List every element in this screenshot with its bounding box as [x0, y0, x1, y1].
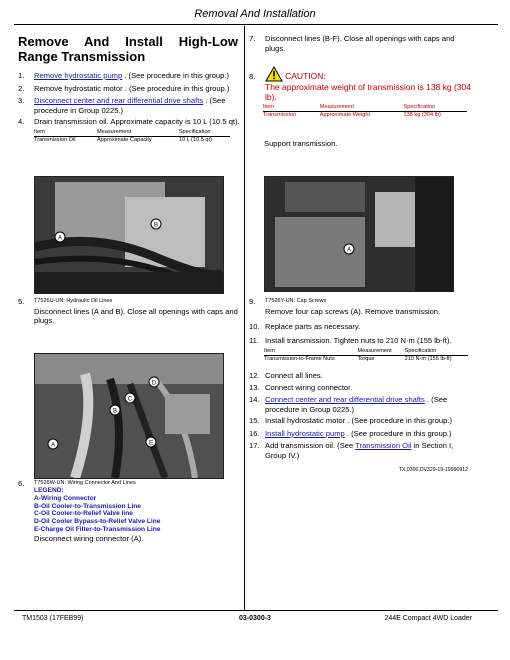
step-5: [18, 297, 240, 326]
table-cell: 10 L (10.5 qt): [178, 137, 212, 143]
footer-right: 244E Compact 4WD Loader: [384, 615, 472, 622]
label-a: A: [57, 235, 63, 242]
table-cell: 138 kg (304 lb): [403, 112, 441, 118]
reference-code: TX,0300,DV329-19-19990912: [398, 467, 468, 473]
table-header: Specification: [179, 129, 230, 137]
step-number: 16.: [249, 429, 260, 438]
footer-page-number: 03-0300-3: [239, 615, 271, 622]
step-text: . (See procedure in this group.): [344, 429, 452, 438]
spec-table-oil: [34, 129, 230, 144]
step-number: 17.: [249, 441, 260, 450]
table-cell: Transmission: [263, 112, 297, 118]
cap-screws-photo: [264, 176, 454, 292]
step-8: [249, 66, 471, 102]
step-text: Install hydrostatic motor . (See procedure in this group.): [265, 416, 452, 425]
label-a: A: [50, 442, 56, 449]
header-rule: [14, 24, 498, 25]
table-header: Measurement: [320, 104, 404, 112]
label-d: D: [151, 380, 157, 387]
step-text: Replace parts as necessary.: [265, 322, 361, 331]
install-hydrostatic-pump-link[interactable]: Install hydrostatic pump: [265, 429, 345, 438]
step-12: [249, 371, 471, 381]
section-title: Remove And Install High-Low Range Transmission: [18, 34, 238, 64]
table-header: Item: [264, 348, 357, 356]
table-header: Measurement: [357, 348, 404, 356]
step-text: Remove hydrostatic motor . (See procedure in this group.): [34, 84, 230, 93]
step-15: [249, 416, 471, 426]
label-b: B: [153, 222, 159, 229]
transmission-oil-link[interactable]: Transmission Oil: [355, 441, 412, 450]
legend-item: B-Oil Cooler-to-Transmission Line: [34, 502, 141, 510]
step-number: 11.: [249, 336, 259, 345]
table-header: Item: [34, 129, 97, 137]
step-number: 8.: [249, 72, 256, 81]
step-number: 1.: [18, 71, 25, 80]
support-text: Support transmission.: [264, 139, 338, 148]
hydraulic-oil-lines-photo: [34, 176, 224, 294]
footer-left: TM1503 (17FEB99): [22, 615, 84, 622]
step-10: [249, 322, 471, 332]
spec-table-weight: [263, 104, 467, 119]
step-text: Connect wiring connector.: [265, 383, 353, 392]
table-header: Item: [263, 104, 320, 112]
photo-illustration: [265, 177, 453, 291]
connect-drive-shafts-link[interactable]: Connect center and rear differential drive shafts: [265, 395, 425, 404]
step-text: Add transmission oil. (See: [265, 441, 356, 450]
warning-text: The approximate weight of transmission is 138 kg (304 lb).: [265, 82, 471, 102]
remove-hydrostatic-pump-link[interactable]: Remove hydrostatic pump: [34, 71, 123, 80]
table-header: Measurement: [97, 129, 179, 137]
warning-icon: [265, 66, 283, 82]
table-cell: 210 N·m (155 lb-ft): [404, 356, 452, 362]
page-header: Removal And Installation: [194, 8, 316, 20]
figure-caption: T7526U-UN: Hydraulic Oil Lines: [34, 298, 113, 304]
step-9: [249, 297, 471, 316]
step-1: [18, 71, 240, 81]
step-17: [249, 441, 471, 460]
table-header: Specification: [405, 348, 468, 356]
step-text: Disconnect lines (A and B). Close all openings with caps and plugs.: [34, 306, 238, 326]
step-number: 3.: [18, 96, 25, 105]
figure-caption: T7526Y-UN: Cap Screws: [265, 298, 327, 304]
legend: [34, 487, 244, 534]
step-number: 6.: [18, 479, 25, 488]
step-14: [249, 395, 471, 414]
step-text: . (See procedure in this group.): [122, 71, 230, 80]
table-cell: Torque: [357, 356, 375, 362]
disconnect-drive-shafts-link[interactable]: Disconnect center and rear differential drive shafts: [34, 96, 204, 105]
step-number: 14.: [249, 395, 260, 404]
step-11: [249, 336, 471, 346]
photo-illustration: [35, 177, 223, 293]
legend-item: C-Oil Cooler-to-Relief Valve line: [34, 510, 133, 518]
step-number: 9.: [249, 297, 256, 306]
label-e: E: [148, 440, 154, 447]
step-number: 15.: [249, 416, 260, 425]
step-4: [18, 117, 240, 127]
column-divider: [244, 26, 245, 610]
wiring-connector-photo: [34, 353, 224, 479]
legend-title: LEGEND:: [34, 487, 64, 494]
step-text: Disconnect lines (B-F). Close all openings with caps and plugs.: [265, 34, 455, 53]
step-7: [249, 34, 471, 53]
table-cell: Approximate Capacity: [97, 137, 152, 143]
step-number: 7.: [249, 34, 256, 43]
footer-rule: [14, 610, 498, 611]
step-number: 10.: [249, 322, 260, 331]
label-a: A: [346, 247, 352, 254]
step-number: 4.: [18, 117, 25, 126]
spec-table-torque: [264, 348, 468, 363]
table-header: Specification: [404, 104, 467, 112]
figure-caption: T7526W-UN: Wiring Connector And Lines: [34, 480, 136, 486]
caution-label: CAUTION:: [285, 71, 326, 81]
step-text: Remove four cap screws (A). Remove transmission.: [265, 306, 441, 316]
step-16: [249, 429, 471, 439]
step-text: Install transmission. Tighten nuts to 210 N·m (155 lb-ft).: [265, 336, 452, 345]
step-2: [18, 84, 240, 94]
table-cell: Transmission-to-Frame Nuts: [264, 356, 335, 362]
step-text: Connect all lines.: [265, 371, 323, 380]
step-number: 5.: [18, 297, 25, 306]
step-number: 2.: [18, 84, 25, 93]
step-text: in Section I, Group IV.): [265, 441, 454, 460]
table-cell: Approximate Weight: [319, 112, 370, 118]
label-b: B: [112, 408, 118, 415]
step-13: [249, 383, 471, 393]
step-3: [18, 96, 240, 115]
step-6-text: Disconnect wiring connector (A).: [34, 534, 144, 543]
legend-item: E-Charge Oil Filter-to-Transmission Line: [34, 525, 161, 533]
step-text: . (See procedure in Group 0225.): [265, 395, 448, 414]
table-cell: Transmission Oil: [34, 137, 76, 143]
legend-item: A-Wiring Connector: [34, 494, 97, 502]
label-c: C: [127, 396, 133, 403]
step-number: 13.: [249, 383, 260, 392]
step-text: . (See procedure in Group 0225.): [34, 96, 226, 115]
photo-illustration: [35, 354, 223, 478]
legend-item: D-Oil Cooler Bypass-to-Relief Valve Line: [34, 518, 161, 526]
step-number: 12.: [249, 371, 260, 380]
step-text: Drain transmission oil. Approximate capacity is 10 L (10.5 qt).: [34, 117, 240, 126]
